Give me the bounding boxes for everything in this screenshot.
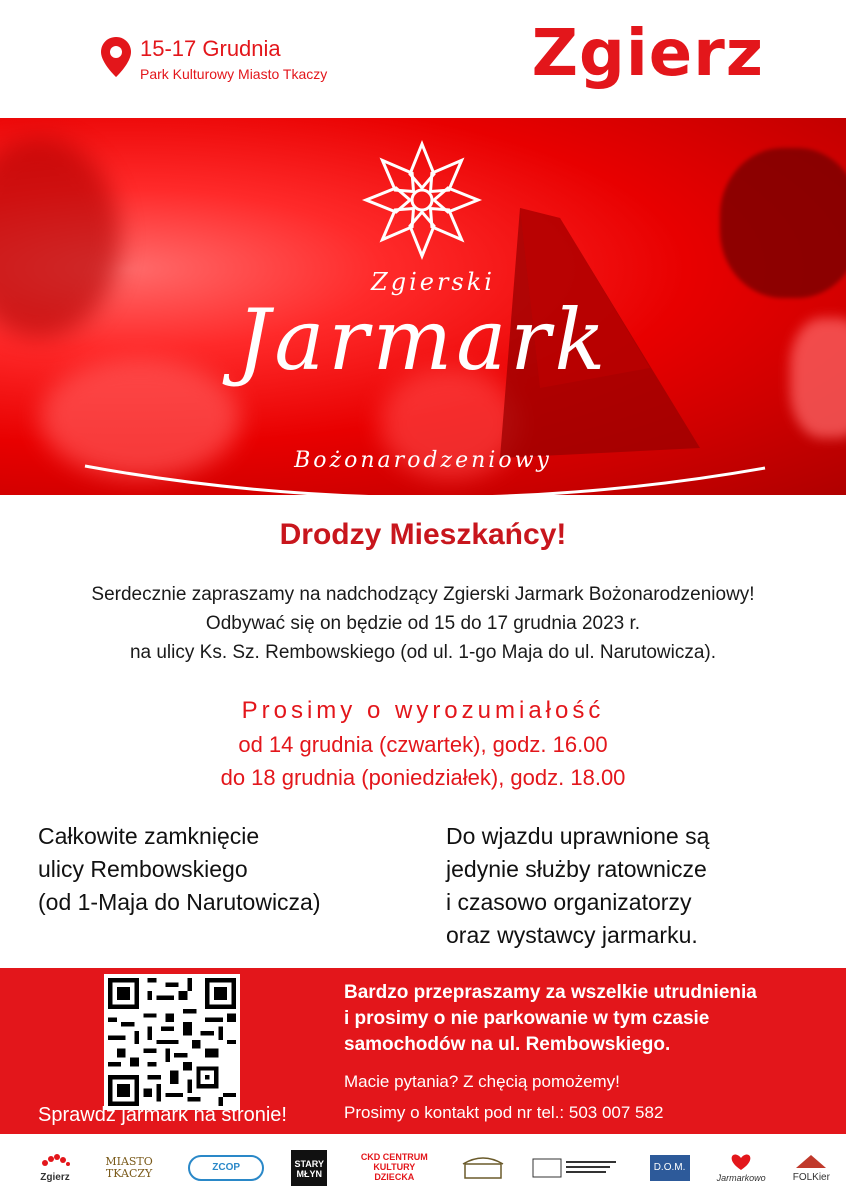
closure-start: od 14 grudnia (czwartek), godz. 16.00 <box>238 732 608 757</box>
closure-line: ulicy Rembowskiego <box>38 856 248 882</box>
apology-line: i prosimy o nie parkowanie w tym czasie <box>344 1008 710 1029</box>
zcop-logo <box>188 1155 264 1181</box>
miasto-tkaczy-logo <box>97 1156 161 1180</box>
intro-line: Odbywać się on będzie od 15 do 17 grudnia 2023 r. <box>205 613 641 634</box>
intro-line: Serdecznie zapraszamy na nadchodzący Zgierski Jarmark Bożonarodzeniowy! <box>91 584 755 605</box>
banner-subtitle: Bożonarodzeniowy <box>294 448 552 473</box>
sponsor-label: FOLKier <box>792 1171 830 1183</box>
banner-top-word: Zgierski <box>371 268 495 296</box>
qr-code[interactable] <box>104 974 240 1110</box>
qr-code-icon <box>108 978 236 1106</box>
snowflake-star-icon <box>358 136 486 264</box>
questions-text: Macie pytania? Z chęcią pomożemy! <box>344 1072 620 1091</box>
closure-end: do 18 grudnia (poniedziałek), godz. 18.00 <box>220 765 626 790</box>
banner-title: Jarmark <box>236 291 610 389</box>
access-info <box>446 820 709 952</box>
sponsor-label: Jarmarkowo <box>716 1172 766 1183</box>
event-date: 15-17 Grudnia <box>140 36 281 61</box>
closure-info <box>38 820 321 919</box>
apology-line: Bardzo przepraszamy za wszelkie utrudnienia <box>344 982 757 1003</box>
dom-logo <box>650 1155 690 1181</box>
sponsor-label: Zgierz <box>40 1171 70 1183</box>
intro-text <box>0 580 846 667</box>
closure-line: (od 1-Maja do Narutowicza) <box>38 889 321 915</box>
qr-caption: Sprawdź jarmark na stronie! <box>38 1104 287 1126</box>
zgierz-crown-logo <box>40 1153 70 1183</box>
closure-line: Całkowite zamknięcie <box>38 823 260 849</box>
sponsor-label: CKD CENTRUM KULTURY DZIECKA <box>360 1152 428 1182</box>
sponsor-label: ZCOP <box>188 1155 264 1181</box>
library-logo <box>532 1155 622 1182</box>
event-venue: Park Kulturowy Miasto Tkaczy <box>140 66 328 82</box>
sponsor-logos <box>40 1140 830 1196</box>
apology-line: samochodów na ul. Rembowskiego. <box>344 1034 671 1055</box>
intro-line: na ulicy Ks. Sz. Rembowskiego (od ul. 1-go Maja do ul. Narutowicza). <box>129 642 717 663</box>
header <box>0 0 846 118</box>
access-line: jedynie służby ratownicze <box>446 856 707 882</box>
ckd-logo <box>354 1153 434 1183</box>
contact-phone[interactable]: Prosimy o kontakt pod nr tel.: 503 007 582 <box>344 1103 664 1122</box>
access-line: i czasowo organizatorzy <box>446 889 692 915</box>
stary-mlyn-logo <box>291 1150 327 1186</box>
sponsor-label: STARY MŁYN <box>291 1150 327 1186</box>
city-logo: Zgierz <box>531 17 764 91</box>
request-heading: Prosimy o wyrozumiałość <box>241 697 605 724</box>
access-line: Do wjazdu uprawnione są <box>446 823 710 849</box>
sponsor-label: MIASTO TKACZY <box>105 1154 153 1180</box>
sponsor-label: D.O.M. <box>650 1155 690 1181</box>
museum-building-logo <box>461 1154 505 1183</box>
folkier-logo <box>793 1153 830 1183</box>
access-line: oraz wystawcy jarmarku. <box>446 922 698 948</box>
location-pin-icon <box>100 36 132 78</box>
greeting-heading: Drodzy Mieszkańcy! <box>279 518 567 551</box>
jarmarkowo-logo <box>717 1153 766 1184</box>
apology-text <box>344 980 757 1058</box>
